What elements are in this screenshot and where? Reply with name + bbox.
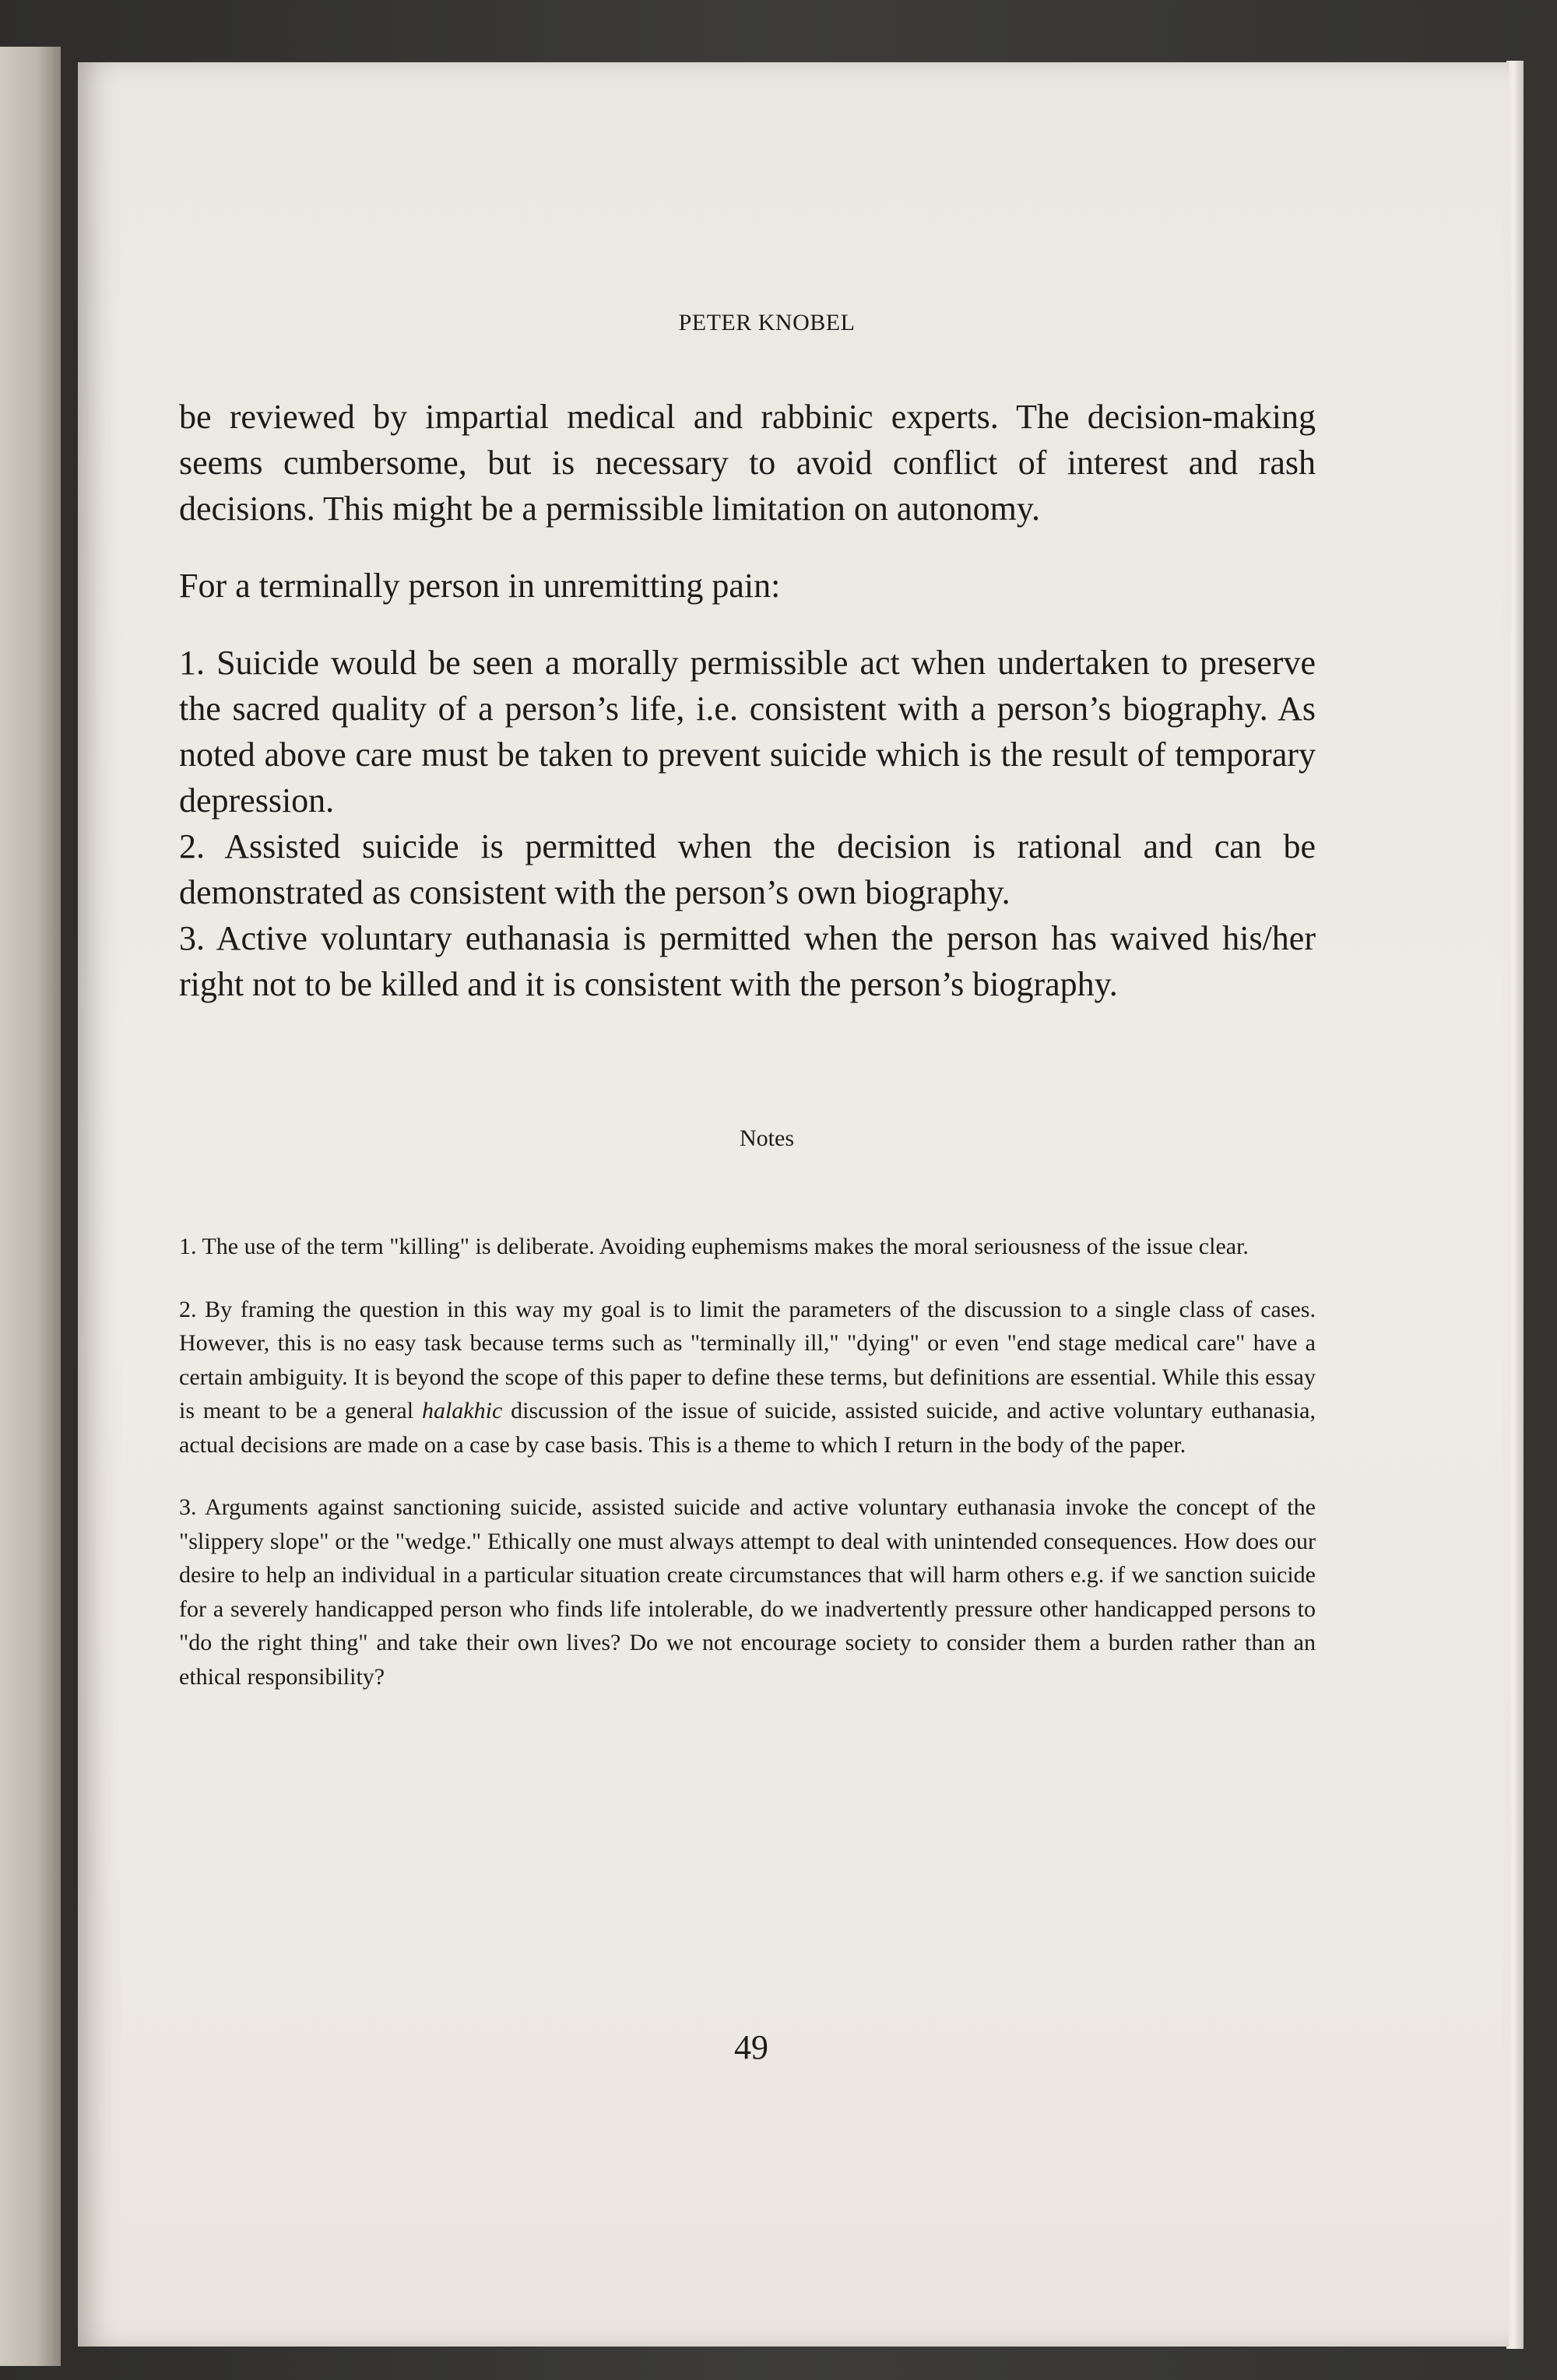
note-1: 1. The use of the term "killing" is deliberate. Avoiding euphemisms makes the moral seriousness of the issue clear. <box>179 1234 1249 1259</box>
page-number: 49 <box>734 2028 768 2066</box>
list-item-3: 3. Active voluntary euthanasia is permitted when the person has waived his/her right not to be killed and it is consistent with the person’s biography. <box>179 919 1316 1003</box>
intro-line: For a terminally person in unremitting pain: <box>179 567 781 605</box>
notes-section <box>179 1230 1316 1722</box>
facing-page-edge <box>0 47 61 2366</box>
note-2-text-b: discussion of the issue of suicide, assisted suicide, and active voluntary euthanasia, actual decisions are made on a case by case basis. This is a theme to which I return in the body of the paper. <box>179 1398 1316 1458</box>
note-2 <box>179 1293 1316 1462</box>
body-text <box>179 394 1316 1007</box>
note-2-italic-term: halakhic <box>421 1398 503 1423</box>
notes-heading: Notes <box>740 1125 794 1151</box>
running-head: PETER KNOBEL <box>678 310 856 335</box>
list-item-1: 1. Suicide would be seen a morally permissible act when undertaken to preserve the sacred quality of a person’s life, i.e. consistent with a person’s biography. As noted above care must be taken to prevent suicide which is the result of temporary depression. <box>179 644 1316 820</box>
body-paragraph: be reviewed by impartial medical and rabbinic experts. The decision-making seems cumbersome, but is necessary to avoid conflict of interest and rash decisions. This might be a permissible limitation on autonomy. <box>179 398 1316 528</box>
note-3: 3. Arguments against sanctioning suicide, assisted suicide and active voluntary euthanasia invoke the concept of the "slippery slope" or the "wedge." Ethically one must always attempt to deal with unintended consequences. How does our desire to help an individual in a particular situation create circumstances that will harm others e.g. if we sanction suicide for a severely handicapped person who finds life intolerable, do we inadvertently pressure other handicapped persons to "do the right thing" and take their own lives? Do we not encourage society to consider them a burden rather than an ethical responsibility? <box>179 1494 1316 1690</box>
list-item-2: 2. Assisted suicide is permitted when the decision is rational and can be demonstrated as consistent with the person’s own biography. <box>179 827 1316 911</box>
note-2-text-a: 2. By framing the question in this way my goal is to limit the parameters of the discussion to a single class of cases. However, this is no easy task because terms such as "terminally ill," "dying" or even "end stage medical care" have a certain ambiguity. It is beyond the scope of this paper to define these terms, but definitions are essential. While this essay is meant to be a general <box>179 1296 1316 1423</box>
page-stack-edge <box>1506 61 1524 2349</box>
